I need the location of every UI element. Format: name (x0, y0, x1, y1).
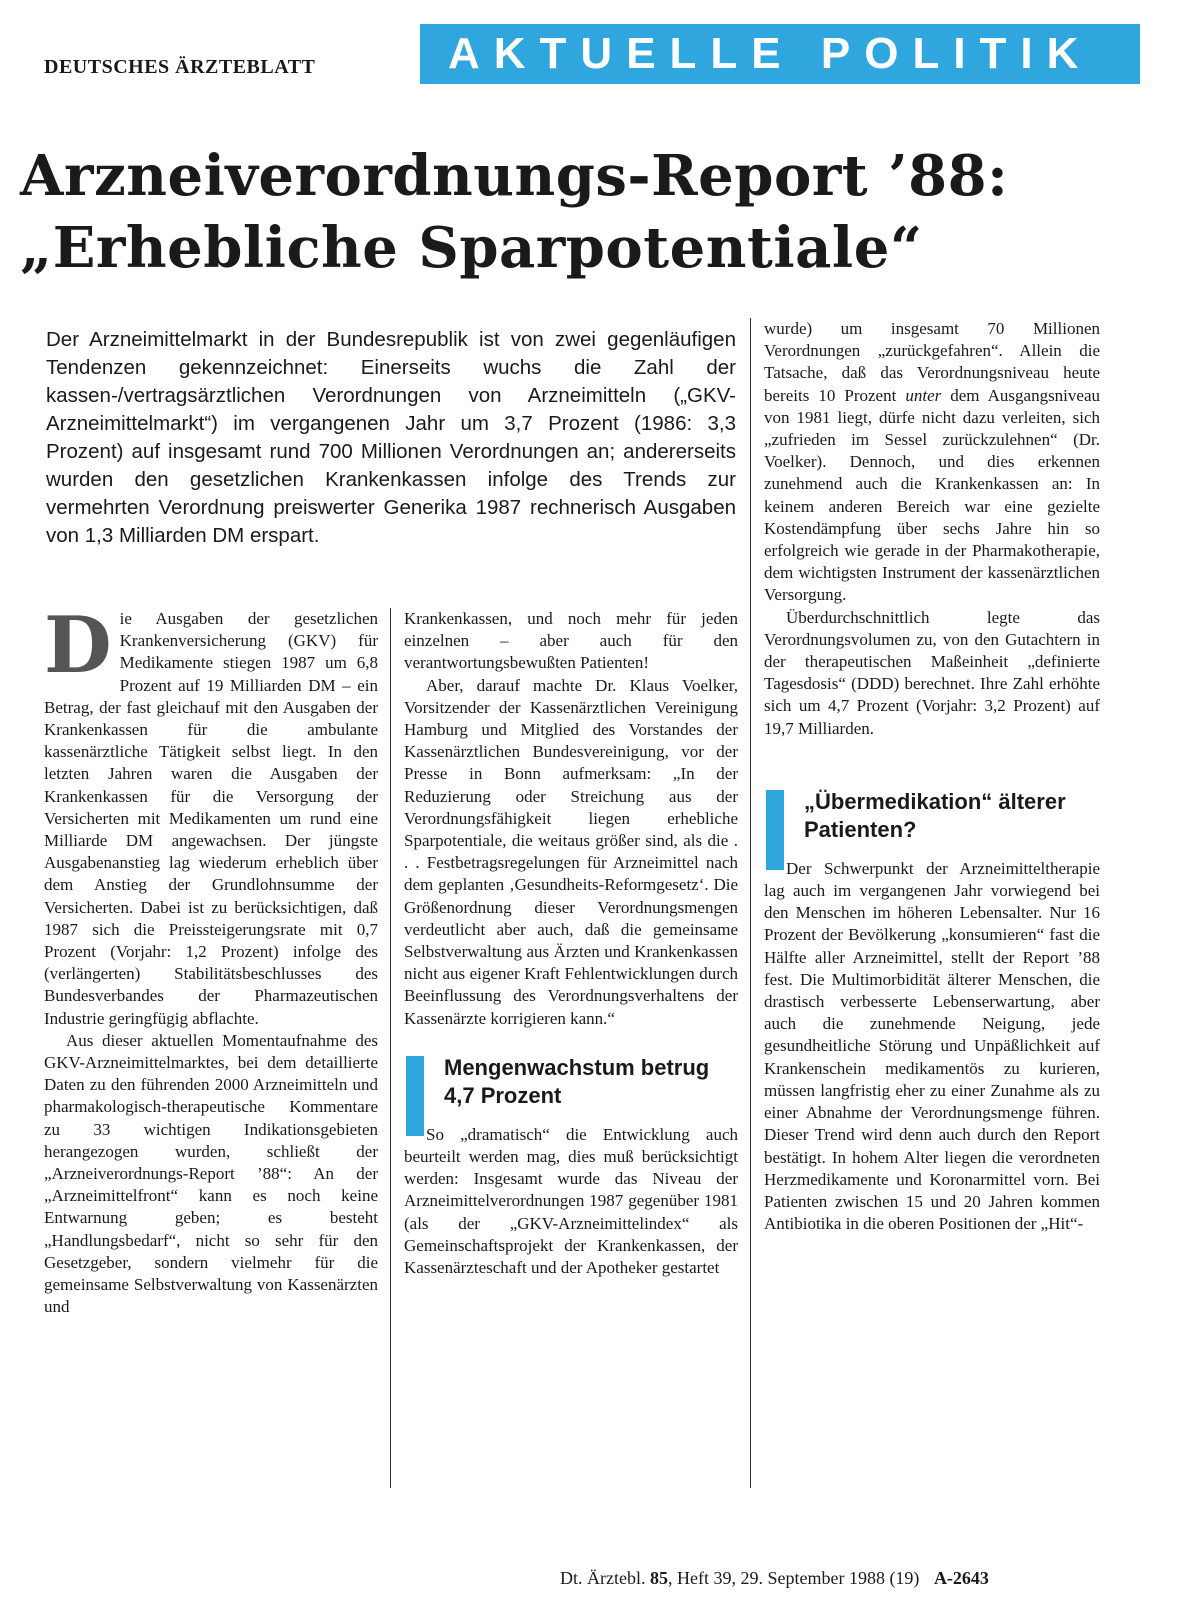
lead-paragraph: Der Arzneimittelmarkt in der Bundesrepublik ist von zwei gegenläufigen Tendenzen gekennzeichnet: Einerseits wuchs die Zahl der kassen-/vertragsärztlichen Verordnungen von Arzneimitteln („GKV-Arzneimittelmarkt“) im vergangenen Jahr um 3,7 Prozent (1986: 3,3 Prozent) auf insgesamt rund 700 Millionen Verordnungen an; andererseits wurden den gesetzlichen Krankenkassen infolge des Trends zur vermehrten Verordnung preiswerter Generika 1987 rechnerisch Ausgaben von 1,3 Milliarden DM erspart. (46, 328, 736, 547)
page-footer (560, 1568, 1120, 1589)
body-paragraph: Krankenkassen, und noch mehr für jeden einzelnen – aber auch für den verantwortungsbewußten Patienten! (404, 609, 738, 673)
column-divider (750, 318, 751, 1488)
headline-line-1: Arzneiverordnungs-Report ’88: (20, 143, 1009, 209)
subheading: „Übermedikation“ älterer Patienten? (764, 788, 1100, 844)
subheading: Mengenwachstum betrug 4,7 Prozent (404, 1054, 738, 1110)
body-column-3 (764, 318, 1100, 1235)
body-column-2 (404, 608, 738, 1279)
body-paragraph: Aus dieser aktuellen Momentaufnahme des GKV-Arzneimittelmarktes, bei dem detaillierte Daten zu den führenden 2000 Arzneimitteln und pharmakologisch-therapeutische Kommentare zu 33 wichtigen Indikationsgebieten herangezogen wurden, schließt der „Arzneiverordnungs-Report ’88“: An der „Arzneimittelfront“ kann es noch keine Entwarnung geben; es besteht „Handlungsbedarf“, nicht so sehr für den Gesetzgeber, sondern vielmehr für die gemeinsame Selbstverwaltung von Kassenärzten und (44, 1030, 378, 1317)
body-paragraph: Überdurchschnittlich legte das Verordnungsvolumen zu, von den Gutachtern in der therapeutischen Maßeinheit „definierte Tagesdosis“ (DDD) berechnet. Ihre Zahl erhöhte sich um 4,7 Prozent (Vorjahr: 3,2 Prozent) auf 19,7 Milliarden. (764, 607, 1100, 738)
body-paragraph: So „dramatisch“ die Entwicklung auch beurteilt werden mag, dies muß berücksichtigt werden: Insgesamt wurde das Niveau der Arzneimittelverordnungen 1987 gegenüber 1981 (als der „GKV-Arzneimittelindex“ als Gemeinschaftsprojekt der Krankenkassen, der Kassenärzteschaft und der Apotheker gestartet (404, 1124, 738, 1278)
body-column-1 (44, 600, 378, 1319)
headline-line-2: „Erhebliche Sparpotentiale“ (20, 215, 923, 281)
section-banner: AKTUELLE POLITIK (420, 24, 1140, 84)
subheading-accent-bar (766, 790, 784, 870)
page-number: A-2643 (933, 1568, 989, 1588)
drop-cap: D (44, 600, 112, 691)
body-paragraph: Der Schwerpunkt der Arzneimitteltherapie lag auch im vergangenen Jahr vorwiegend bei den Menschen im höheren Lebensalter. Nur 16 Prozent der Bevölkerung „konsumieren“ fast die Hälfte aller Arzneimittel, stellt der Report ’88 fest. Die Multimorbidität älterer Menschen, die drastisch verbesserte Lebenserwartung, aber auch die zunehmende Neigung, jede gesundheitliche Störung und Unpäßlichkeit auf Krankenschein medikamentös zu kurieren, müssen langfristig eher zu einer Zunahme als zu einer Abnahme der Verordnungsmenge führen. Dieser Trend wird denn auch durch den Report bestätigt. In hohem Alter liegen die verordneten Herzmedikamente und Koronarmittel vorn. Bei Patienten zwischen 15 und 20 Jahren kommen Antibiotika in die oberen Positionen der „Hit“- (764, 858, 1100, 1234)
footer-volume: 85 (649, 1568, 668, 1588)
body-paragraph: Die Ausgaben der gesetzlichen Krankenversicherung (GKV) für Medikamente stiegen 1987 um 6,8 Prozent auf 19 Milliarden DM – ein Betrag, der fast gleichauf mit den Ausgaben der Krankenkassen für die ambulante kassenärztliche Tätigkeit selbst liegt. In den letzten Jahren waren die Ausgaben der Krankenkassen für die Versorgung der Versicherten mit Medikamenten um rund eine Milliarde DM angewachsen. Der jüngste Ausgabenanstieg lag wiederum erheblich über dem Anstieg der Grundlohnsumme der Versicherten. Dabei ist zu berücksichtigen, daß 1987 sich die Preissteigerungsrate mit 0,7 Prozent (Vorjahr: 1,2 Prozent) infolge des (verlängerten) Stabilitätsbeschlusses des Bundesverbandes der Pharmazeutischen Industrie geringfügig abflachte. (44, 600, 378, 1028)
body-paragraph: Aber, darauf machte Dr. Klaus Voelker, Vorsitzender der Kassenärztlichen Vereinigung Hamburg und Mitglied des Vorstandes der Kassenärztlichen Bundesvereinigung, vor der Presse in Bonn aufmerksam: „In der Reduzierung oder Streichung aus der Verordnungsfähigkeit liegen erhebliche Sparpotentiale, die weitaus größer sind, als die . . . Festbetragsregelungen für Arzneimittel nach dem geplanten ‚Gesundheits-Reformgesetz‘. Die Größenordnung dieser Verordnungsmengen verdeutlicht aber auch, daß die gemeinsame Selbstverwaltung aus Ärzten und Krankenkassen nicht aus eigener Kraft Fehlentwicklungen durch Beeinflussung des Verordnungsverhaltens der Kassenärzte korrigieren kann.“ (404, 675, 738, 1028)
journal-name: DEUTSCHES ÄRZTEBLATT (44, 56, 316, 78)
column-divider (390, 608, 391, 1488)
body-paragraph: wurde) um insgesamt 70 Millionen Verordnungen „zurückgefahren“. Allein die Tatsache, daß das Verordnungsniveau heute bereits 10 Prozent unter dem Ausgangsniveau von 1981 liegt, dürfe nicht dazu verleiten, sich „zufrieden im Sessel zurückzulehnen“ (Dr. Voelker). Dennoch, und dies erkennen zunehmend auch die Krankenkassen an: In keinem anderen Bereich war eine gezielte Kostendämpfung über sechs Jahre hin so erfolgreich wie gerade in der Pharmakotherapie, dem wichtigsten Instrument der kassenärztlichen Versorgung. (764, 319, 1100, 605)
subheading-accent-bar (406, 1056, 424, 1136)
headline (20, 140, 1160, 284)
footer-citation: Dt. Ärztebl. (560, 1568, 646, 1588)
footer-issue: , Heft 39, 29. September 1988 (19) (667, 1568, 920, 1588)
